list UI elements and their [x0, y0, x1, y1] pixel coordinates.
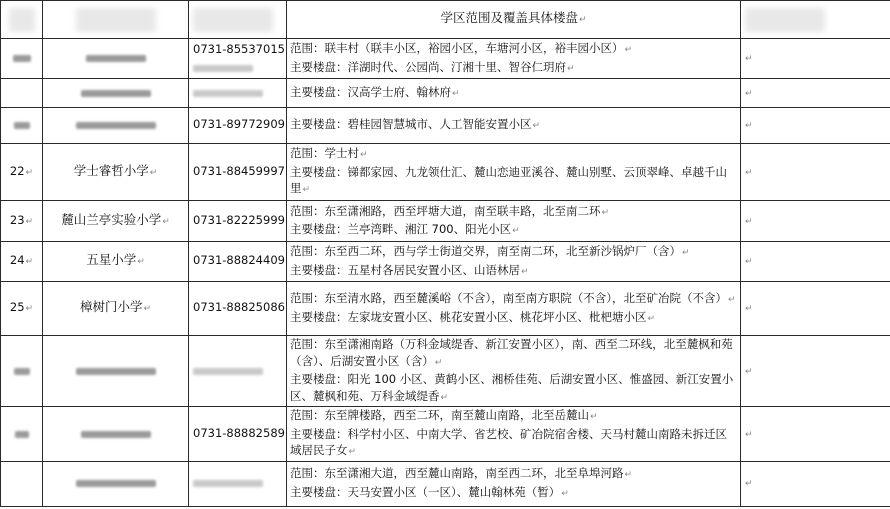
paragraph-mark: ↵	[521, 266, 529, 277]
line-text: 范围：东至潇湘路，西至坪塘大道，南至联丰路，北至南二环	[290, 203, 601, 218]
note-cell	[741, 407, 890, 462]
paragraph-mark: ↵	[728, 295, 736, 305]
row-number-cell	[1, 282, 43, 336]
paragraph-mark: ↵	[162, 216, 170, 227]
table-header-row	[1, 1, 890, 39]
range-text	[290, 40, 737, 59]
header-range-title: 学区范围及覆盖具体楼盘	[440, 10, 578, 26]
row-number-cell	[1, 79, 43, 108]
range-text	[290, 407, 737, 426]
row-number: 22	[9, 163, 25, 178]
row-number-cell	[1, 336, 43, 407]
range-cell	[287, 242, 741, 282]
note-cell	[741, 39, 890, 79]
range-text	[290, 465, 737, 484]
school-name: 学士睿哲小学	[73, 162, 149, 178]
paragraph-mark: ↵	[532, 121, 541, 132]
redacted-text	[13, 55, 31, 62]
phone-number: 0731-88824409	[193, 253, 285, 268]
note-cell	[741, 201, 890, 242]
phone-cell	[189, 201, 287, 242]
estates-text	[290, 59, 737, 78]
estates-text	[290, 262, 737, 281]
estates-text	[290, 84, 737, 103]
school-name-cell	[43, 39, 189, 79]
paragraph-mark: ↵	[745, 121, 753, 132]
paragraph-mark: ↵	[25, 257, 34, 268]
redacted-text	[76, 368, 156, 375]
range-text	[290, 243, 737, 262]
note-cell	[741, 336, 890, 407]
line-text: 主要楼盘：左家垅安置小区、桃花安置小区、桃花坪小区、枇杷塘小区	[290, 309, 647, 324]
estates-text	[290, 309, 737, 328]
line-text: 主要楼盘：碧桂园智慧城市、人工智能安置小区	[290, 117, 532, 132]
paragraph-mark: ↵	[745, 366, 753, 377]
phone-cell	[189, 336, 287, 407]
row-number-cell	[1, 201, 43, 242]
table-row	[1, 407, 890, 462]
note-cell	[741, 282, 890, 336]
line-text: 主要楼盘：天马安置小区（一区）、麓山翰林苑（暂）	[290, 484, 561, 499]
row-number: 25	[9, 300, 25, 315]
phone-cell	[189, 461, 287, 506]
header-name-cell	[43, 1, 189, 39]
line-text: 主要楼盘：阳光 100 小区、黄鹤小区、湘桥佳苑、后湖安置小区、惟盛园、新江安置小区、麓枫和苑、万科金域缇香	[290, 372, 734, 403]
line-text: 范围：东至牌楼路，西至二环，南至麓山南路，北至岳麓山	[290, 408, 589, 422]
paragraph-mark: ↵	[434, 357, 443, 368]
line-text: 范围：联丰村（联丰小区，裕园小区，车塘河小区，裕丰园小区）	[290, 41, 624, 55]
phone-number: 0731-88882589	[193, 425, 285, 440]
paragraph-mark: ↵	[745, 304, 753, 315]
school-name: 麓山兰亭实验小学	[61, 211, 162, 227]
phone-number: 0731-89772909	[193, 117, 285, 132]
school-name-cell	[43, 144, 189, 201]
table-row	[1, 461, 890, 506]
paragraph-mark: ↵	[745, 88, 753, 99]
paragraph-mark: ↵	[647, 313, 656, 324]
school-name-cell	[43, 201, 189, 242]
header-no-cell	[1, 1, 43, 39]
redacted-text	[86, 55, 146, 62]
line-text: 主要楼盘：科学村小区、中南大学、省艺校、矿冶院宿舍楼、天马村麓山南路未拆迁区域居民子女	[290, 426, 727, 457]
table-row	[1, 282, 890, 336]
row-number-cell	[1, 144, 43, 201]
line-text: 范围：东至潇湘大道，西至麓山南路，南至西二环，北至阜埠河路	[290, 466, 624, 480]
paragraph-mark: ↵	[745, 479, 753, 490]
paragraph-mark: ↵	[452, 88, 460, 99]
redacted-text	[193, 368, 263, 375]
range-cell	[287, 79, 741, 108]
line-text: 范围：东至西二环，西与学士街道交界，南至南二环，北至新沙锅炉厂（含）	[290, 244, 681, 258]
range-text	[290, 145, 737, 164]
paragraph-mark: ↵	[561, 488, 569, 499]
table-row	[1, 144, 890, 201]
note-cell	[741, 108, 890, 144]
row-number-cell	[1, 242, 43, 282]
paragraph-mark: ↵	[567, 63, 575, 74]
header-note-cell	[741, 1, 890, 39]
range-cell	[287, 108, 741, 144]
note-cell	[741, 79, 890, 108]
range-cell	[287, 461, 741, 506]
row-number-cell	[1, 108, 43, 144]
line-text: 主要楼盘：汉高学士府、翰林府	[290, 84, 451, 99]
line-text: 范围：东至潇湘南路（万科金域缇香、新江安置小区），南、西至二环线，北至麓枫和苑（含）、后湖安置小区（含）	[290, 337, 733, 368]
range-cell	[287, 39, 741, 79]
paragraph-mark: ↵	[745, 257, 753, 268]
redacted-text	[81, 90, 151, 97]
phone-number: 0731-82225999	[193, 212, 285, 227]
school-name-cell	[43, 336, 189, 407]
phone-number: 0731-85537015	[193, 42, 285, 56]
paragraph-mark: ↵	[745, 429, 753, 440]
redacted-text	[193, 90, 263, 97]
redacted-text	[76, 122, 156, 129]
note-cell	[741, 144, 890, 201]
school-name-cell	[43, 407, 189, 462]
line-text: 主要楼盘：洋湖时代、公园尚、汀湘十里、智谷仁玥府	[290, 59, 566, 74]
paragraph-mark: ↵	[745, 216, 753, 227]
table-row	[1, 108, 890, 144]
paragraph-mark: ↵	[302, 185, 311, 196]
range-text	[290, 336, 737, 371]
paragraph-mark: ↵	[143, 304, 152, 315]
paragraph-mark: ↵	[360, 150, 368, 161]
estates-text	[290, 221, 737, 240]
phone-number: 0731-88825086	[193, 300, 285, 315]
line-text: 主要楼盘：锑都家园、九龙领仕汇、麓山恋迪亚溪谷、麓山别墅、云顶翠峰、卓越千山里	[290, 164, 727, 196]
school-name-cell	[43, 79, 189, 108]
school-name: 樟树门小学	[79, 299, 143, 315]
header-range-cell	[287, 1, 741, 39]
phone-cell	[189, 108, 287, 144]
paragraph-mark: ↵	[348, 447, 357, 457]
table-row	[1, 336, 890, 407]
paragraph-mark: ↵	[149, 167, 158, 178]
table-row	[1, 242, 890, 282]
range-text	[290, 290, 737, 309]
paragraph-mark: ↵	[745, 54, 753, 65]
school-name-cell	[43, 461, 189, 506]
paragraph-mark: ↵	[601, 207, 610, 218]
range-cell	[287, 407, 741, 462]
table-row	[1, 79, 890, 108]
line-text: 主要楼盘：兰亭湾畔、湘江 700、阳光小区	[290, 222, 512, 236]
phone-cell	[189, 39, 287, 79]
paragraph-mark: ↵	[624, 45, 633, 55]
estates-text	[290, 371, 737, 406]
note-cell	[741, 242, 890, 282]
range-text	[290, 203, 737, 222]
range-cell	[287, 282, 741, 336]
range-cell	[287, 144, 741, 201]
redacted-text	[81, 431, 151, 438]
table-row	[1, 39, 890, 79]
redacted-text	[15, 431, 29, 438]
redacted-text	[14, 122, 30, 129]
redacted-text	[76, 480, 156, 487]
paragraph-mark: ↵	[578, 15, 587, 26]
paragraph-mark: ↵	[624, 470, 633, 480]
estates-text	[290, 426, 737, 461]
range-cell	[287, 336, 741, 407]
paragraph-mark: ↵	[25, 167, 34, 178]
school-name: 五星小学	[86, 252, 137, 268]
redacted-text	[14, 368, 30, 375]
row-number: 24	[9, 253, 25, 268]
phone-cell	[189, 242, 287, 282]
paragraph-mark: ↵	[440, 392, 449, 403]
line-text: 范围：学士村	[290, 146, 359, 161]
school-name-cell	[43, 282, 189, 336]
line-text: 主要楼盘：五星村各居民安置小区、山语林居	[290, 262, 520, 277]
paragraph-mark: ↵	[590, 412, 598, 422]
phone-number: 0731-88459997	[193, 163, 285, 178]
row-number-cell	[1, 461, 43, 506]
row-number-cell	[1, 39, 43, 79]
range-cell	[287, 201, 741, 242]
table-row	[1, 201, 890, 242]
redacted-text	[193, 65, 253, 72]
row-number: 23	[9, 212, 25, 227]
phone-cell	[189, 144, 287, 201]
school-name-cell	[43, 108, 189, 144]
line-text: 范围：东至清水路，西至麓溪峪（不含），南至南方职院（不含），北至矿冶院（不含）	[290, 291, 727, 305]
row-number-cell	[1, 407, 43, 462]
paragraph-mark: ↵	[512, 226, 520, 236]
phone-cell	[189, 407, 287, 462]
paragraph-mark: ↵	[25, 216, 34, 227]
paragraph-mark: ↵	[137, 257, 145, 268]
note-cell	[741, 461, 890, 506]
phone-cell	[189, 79, 287, 108]
estates-text	[290, 484, 737, 503]
paragraph-mark: ↵	[682, 248, 690, 258]
header-phone-cell	[189, 1, 287, 39]
estates-text	[290, 164, 737, 199]
estates-text	[290, 116, 737, 135]
paragraph-mark: ↵	[25, 304, 34, 315]
school-name-cell	[43, 242, 189, 282]
phone-cell	[189, 282, 287, 336]
paragraph-mark: ↵	[745, 167, 753, 178]
redacted-text	[193, 480, 263, 487]
